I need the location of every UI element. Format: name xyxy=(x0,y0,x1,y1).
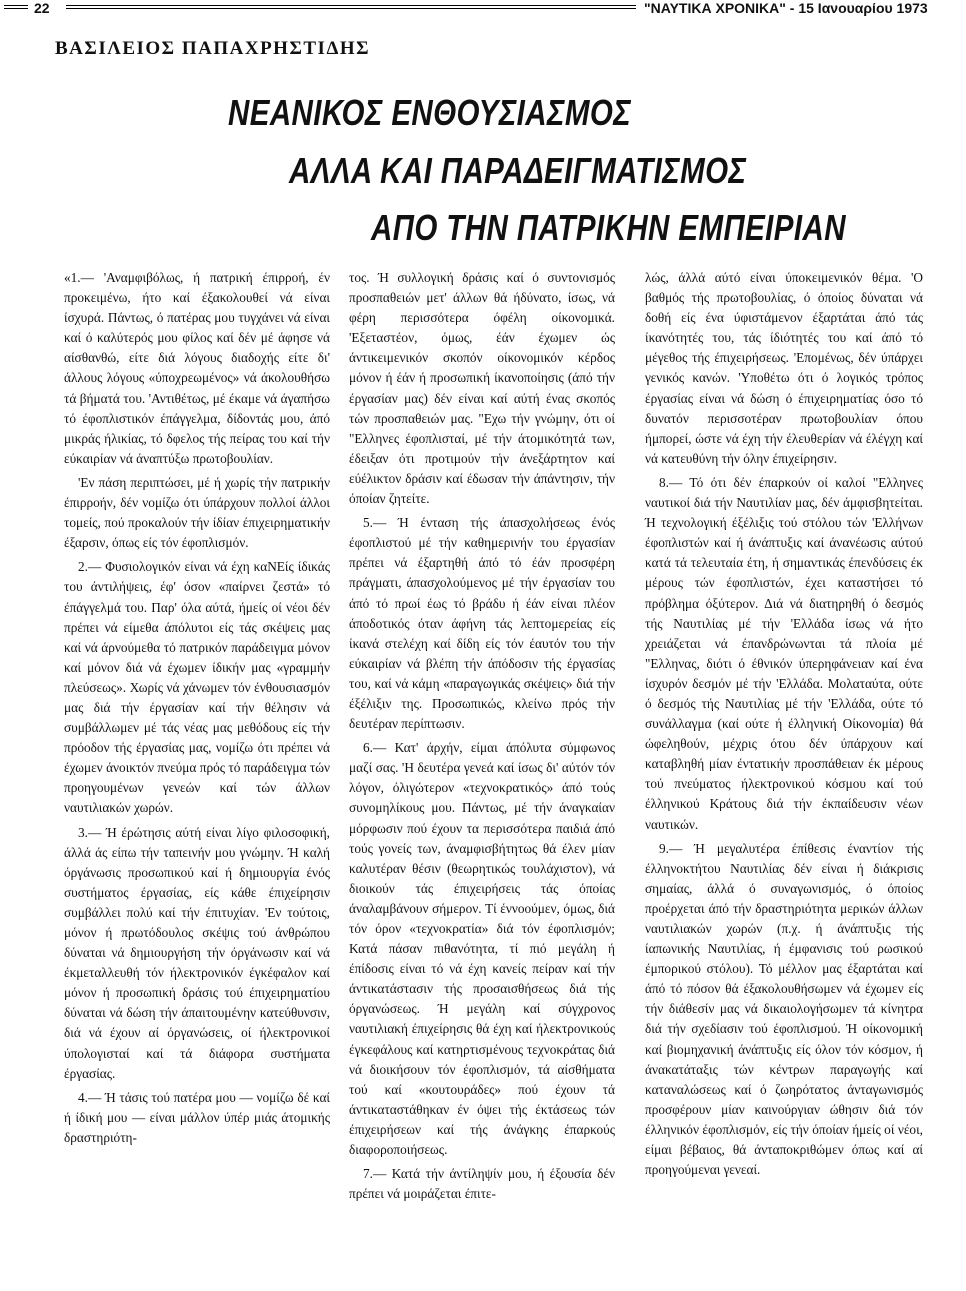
text-column-2 xyxy=(349,268,615,1208)
paragraph: 3.— Ή έρώτησις αύτή είναι λίγο φιλοσοφική, άλλά άς είπω τήν ταπεινήν μου γνώμην. Ή καλή όργάνωσις προσωπικού καί ή δημιουργία ένός συστήματος έργασίας, είς κάθε έπιχείρησιν συμβάλλει πολύ καί τήν έπιτυχίαν. 'Εν τούτοις, μόνον ή πρωτόδουλος σκέψις τού άνθρώπου δύναται νά δημιουργήση τήν όργάνωσιν καί νά έκμεταλλευθή τόν ήλεκτρονικόν έγκέφαλον καί μόνον ή προσωπική δράσις τού έπιχειρηματίου δύναται νά δώση τήν άπαιτουμένην κατεύθυνσιν, διά νά έχουν αί όργανώσεις, οί ήλεκτρονικοί ύπολογισταί καί τά διάφορα συστήματα έργασίας. xyxy=(64,824,330,1081)
page-header xyxy=(0,0,966,24)
paragraph: 6.— Κατ' άρχήν, είμαι άπόλυτα σύμφωνος μαζί σας. 'Η δευτέρα γενεά καί ίσως δι' αύτόν τόν λόγον, όλιγώτερον «τεχνοκρατικός» άπό τούς συνομηλίκους μου. Πάντως, μέ τήν άναγκαίαν μόρφωσιν πού έχουν τα περισσότερα παιδιά άπό τούς γονείς των, άναμφισβήτητως θά έλεν μίαν καλυτέραν θέσιν (θεωρητικώς τουλάχιστον), νά διοικούν τάς έπιχειρήσεις τάς όποίας άναλαμβάνουν σήμερον. Τί έννοούμεν, όμως, διά τόν όρον «τεχνοκρατία» διά τόν έφοπλισμόν; Κατά πάσαν πιθανότητα, τί πιό μεγάλη ή έπίδοσις είναι τό νά έχη κανείς πείραν καί τήν άντικατάστασιν τής προσαισθήσεως διά τής όργανώσεως. Ή μεγάλη καί σύγχρονος ναυτιλιακή έπιχείρησις θά έχη καί ήλεκτρονικούς έγκεφάλους καί κατηρτισμένους τεχνοκράτας διά νά διοικήσουν τόν έφοπλισμόν, τά αίσθήματα τού καί «κουτουράδες» πού έχουν τά άντικαταστάθηκαν έν όψει τής έκτάσεως τών έπιχειρήσεων καί τής άνάγκης έπαρκούς διαφοροποιήσεως. xyxy=(349,740,615,1158)
page-number: 22 xyxy=(34,0,50,16)
paragraph: 5.— Ή ένταση τής άπασχολήσεως ένός έφοπλιστού μέ τήν καθημερινήν του έργασίαν πρέπει νά έξαρτηθή άπό τό έάν προσφέρη πράγματι, άπασχολούμενος μέ τήν έργασίαν του άπό τό πρωί έως τό βράδυ ή έάν είναι πλέον άποδοτικός όταν άφήνη τάς λεπτομερείας είς ίκανά στελέχη καί δίδη είς τόν έαυτόν του τήν εύκαιρίαν νά βλέπη τήν άπόδοσιν τής έργασίας του, καί νά κάμη «παραγωγικάς σκέψεις» διά τήν έξέλιξιν της. Προσωπικώς, κλείνω πρός τήν δευτέραν περίπτωσιν. xyxy=(349,515,615,732)
paragraph: τος. Ή συλλογική δράσις καί ό συντονισμός προσπαθειών μετ' άλλων θά ήδύνατο, ίσως, νά φέρη περισσότερα όφέλη οίκονομικά. 'Εξεταστέον, όμως, έάν έχωμεν ώς άντικειμενικόν σκοπόν οίκονομικόν κέρδος μόνον ή έάν ή προσωπική ίκανοποίησις (άπό τήν έργασίαν μας) δέν είναι καί αύτή ένας σκοπός τών προσπαθειών μας. "Εχω τήν γνώμην, ότι οί "Ελληνες έφοπλισταί, μέ τήν άτομικότητά των, έδειξαν ότι προτιμούν τήν άνεξάρτητον καί εύέλικτον δράσιν καί έδωσαν τήν άπάντησιν, τήν όποίαν ζητείτε. xyxy=(349,270,615,507)
paragraph: 4.— Ή τάσις τού πατέρα μου — νομίζω δέ καί ή ίδική μου — είναι μάλλον ύπέρ μιάς άτομικής δραστηριότη- xyxy=(64,1089,330,1145)
headline-line-2: ΑΛΛΑ ΚΑΙ ΠΑΡΑΔΕΙΓΜΑΤΙΣΜΟΣ xyxy=(289,150,747,191)
headline-line-3: ΑΠΟ ΤΗΝ ΠΑΤΡΙΚΗΝ ΕΜΠΕΙΡΙΑΝ xyxy=(371,207,846,248)
paragraph: λώς, άλλά αύτό είναι ύποκειμενικόν θέμα. 'Ο βαθμός τής πρωτοβουλίας, ό όποίος δύναται νά δοθή είς ένα ύφιστάμενον έξαρτάται άπό τάς ίκανότητές του, τάς ίδιότητές του καί άπό τό μέγεθος τής έπιχειρήσεως. 'Επομένως, δέν ύπάρχει γενικός κανών. 'Υποθέτω ότι ό λογικός τρόπος έργασίας είναι νά δώση ό έπιχειρηματίας όσο τό δυνατόν περισσοτέραν πρωτοβουλίαν όπου ήμπορεί, ώστε νά έχη τήν έλευθερίαν νά έλέγχη καί νά κατευθύνη τήν όλην έπιχείρησιν. xyxy=(645,270,923,466)
running-head: "ΝΑΥΤΙΚΑ ΧΡΟΝΙΚΑ" - 15 Ιανουαρίου 1973 xyxy=(644,0,928,16)
paragraph: 9.— Ή μεγαλυτέρα έπίθεσις έναντίον τής έλληνοκτήτου Ναυτιλίας δέν είναι ή διάκρισις σημαίας, άλλά ό συναγωνισμός, ό όποίος προέρχεται άπό τήν δραστηριότητα μερικών άλλων ναυτιλιακών χωρών (π.χ. ή άνάπτυξις τής ίαπωνικής Ναυτιλίας, ή έμφανισις τού ρωσικού έμπορικού στόλου). Τό μέλλον μας έξαρτάται καί άπό τό πόσον θά έξακολουθήσωμεν νά έχωμεν είς τήν διάθεσίν μας νά δικαιολογήσωμεν τά κίνητρα διά τήν σχεδίασιν τού έφοπλισμού. Ή οίκονομική καί βιομηχανική άνάπτυξις είς όλον τόν κόσμον, ή άνακατάταξις τών κέντρων παραγωγής καί καταναλώσεως καί ό ζωηρότατος άνταγωνισμός προσφέρουν μίαν καινούργιαν ώθησιν διά τόν έλληνικόν έφοπλισμόν, είς τήν όποίαν ήμείς οί νέοι, είμαι βέβαιος, θά άνταποκριθώμεν όπως καί αί προηγούμεναι γενεαί. xyxy=(645,840,923,1178)
headline-line-1: ΝΕΑΝΙΚΟΣ ΕΝΘΟΥΣΙΑΣΜΟΣ xyxy=(228,92,632,133)
paragraph: 8.— Τό ότι δέν έπαρκούν οί καλοί "Ελληνες ναυτικοί διά τήν Ναυτιλίαν μας, δέν άμφισβητείται. Ή τεχνολογική έξέλιξις τού στόλου τών 'Ελλήνων έφοπλιστών καί ή άνάπτυξις καί άνανέωσις αύτού κατά τά τελευταία έτη, ή σημαντικάς έπενδύσεις έκ μέρους τών έφοπλιστών, έχει καταστήσει τό πρόβλημα όξύτερον. Διά νά διατηρηθή ό δεσμός τής Ναυτιλίας μέ τήν 'Ελλάδα ίσως νά ήτο χρειάζεται νά έπανδρώνωνται τά πλοία μέ "Ελληνας, διότι ό έθνικόν ύπερηφάνειαν καί ένα ίσχυρόν δεσμόν μέ τήν 'Ελλάδα. Μολαταύτα, ούτε ό δεσμός τής Ναυτιλίας μέ τήν 'Ελλάδα, ούτε τό συνάλλαγμα (καί ούτε ή έλληνική Οίκονομία) θά ώφεληθούν, μέχρις ότου δέν ύπάρχουν καί καταβληθή μίαν έντατικήν προσπάθειαν έκ μέρους τού πνεύματος ήλεκτρονικού κόσμου καί τού έλληνικού Κράτους διά τήν έκπαίδευσιν νέων ναυτικών. xyxy=(645,474,923,832)
header-rule xyxy=(66,5,636,9)
paragraph: 'Εν πάση περιπτώσει, μέ ή χωρίς τήν πατρικήν έπιρροήν, δέν νομίζω ότι ύπάρχουν πολλοί άλλοι τομείς, πού προκαλούν τήν ίδίαν έπιχειρηματικήν έξαρσιν, όπως είς τόν έφοπλισμόν. xyxy=(64,474,330,551)
header-rule-short xyxy=(4,5,28,9)
paragraph: «1.— 'Αναμφιβόλως, ή πατρική έπιρροή, έν προκειμένω, ήτο καί έξακολουθεί νά είναι ίσχυρά. Πάντως, ό πατέρας μου τυγχάνει νά είναι καί ό καλύτερός μου φίλος καί δέν μέ άφησε νά αίσθανθώ, είτε διά λόγους διαδοχής είτε δι' άλλους λόγους «ύποχρεωμένος» νά άκολουθήσω τά βήματά του. 'Αντιθέτως, μέ έκαμε νά άγαπήσω τό έφοπλιστικόν έπάγγελμα, δίδοντάς μου, άπό μικράς ήλικίας, τό δφελος τής πείρας του καί τήν εύκαιρίαν νά άναπτύξω πρωτοβουλίαν. xyxy=(64,270,330,466)
paragraph: 7.— Κατά τήν άντίληψίν μου, ή έξουσία δέν πρέπει νά μοιράζεται έπιτε- xyxy=(349,1166,615,1202)
text-column-1 xyxy=(64,268,330,1152)
text-column-3 xyxy=(645,268,923,1184)
paragraph: 2.— Φυσιολογικόν είναι νά έχη καNEίς ίδικάς του άντιλήψεις, έφ' όσον «παίρνει ζεστά» τό έπάγγελμά του. Παρ' όλα αύτά, ήμείς οί νέοι δέν πρέπει νά είμεθα άπόλυτοι είς τάς σκέψεις μας καί νά άρνούμεθα τό πατρικόν παράδειγμα μόνον καί μόνον διά νά έχωμεν ίδικήν μας «γραμμήν πλεύσεως». Χωρίς νά χάνωμεν τόν ένθουσιασμόν μας διά τήν έργασίαν καί τήν θέλησιν νά συμβάλλωμεν μέ τάς νέας μας μεθόδους είς τήν πρόοδον τής έργασίας μας, νομίζω ότι πρέπει νά έχωμεν άνοικτόν πνεύμα πρός τό παράδειγμα τών προηγουμένων γενεών καί τών άλλων ναυτιλιακών χωρών. xyxy=(64,559,330,816)
author-byline: ΒΑΣΙΛΕΙΟΣ ΠΑΠΑΧΡΗΣΤΙΔΗΣ xyxy=(55,38,371,59)
